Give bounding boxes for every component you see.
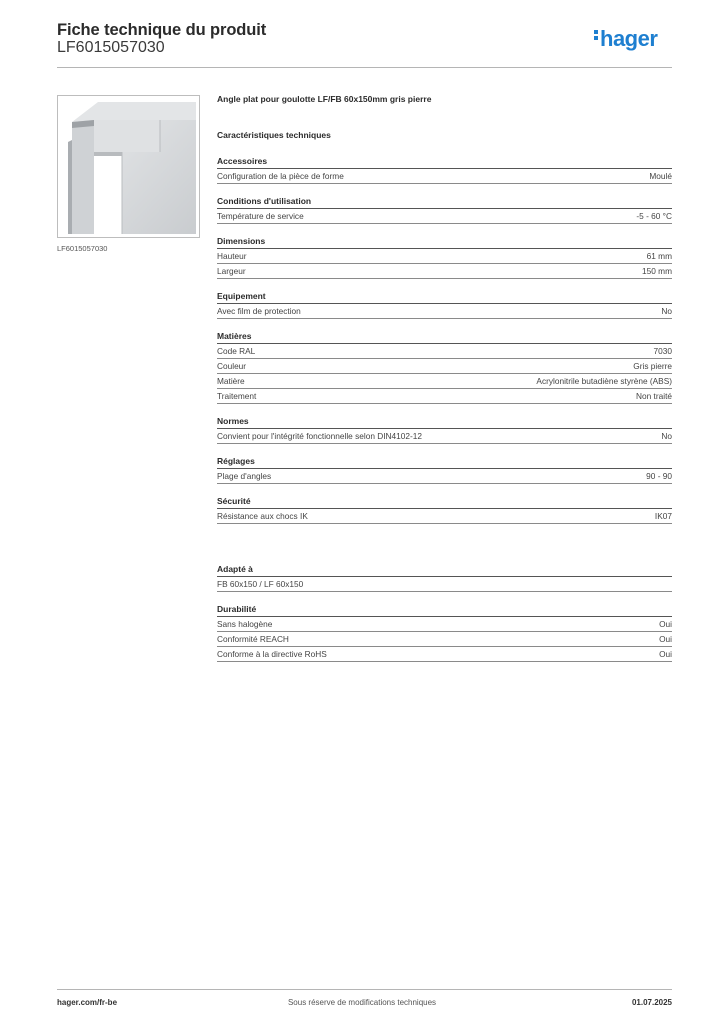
section-title: Normes — [217, 415, 672, 429]
section-title: Réglages — [217, 455, 672, 469]
footer-website: hager.com/fr-be — [57, 998, 118, 1007]
page-title: Fiche technique du produit — [57, 21, 267, 39]
spec-value: Non traité — [636, 391, 672, 401]
tech-heading: Caractéristiques techniques — [217, 130, 331, 140]
spec-label: Sans halogène — [217, 619, 273, 629]
spec-row — [217, 647, 672, 662]
spec-label: Traitement — [217, 391, 257, 401]
product-image — [57, 95, 200, 238]
spec-value: IK07 — [654, 511, 672, 521]
spec-label: Hauteur — [217, 251, 247, 261]
spec-section — [217, 495, 672, 524]
spec-section — [217, 603, 672, 662]
spec-section — [217, 195, 672, 224]
spec-label: Plage d'angles — [217, 471, 272, 481]
spec-row — [217, 469, 672, 484]
spec-row — [217, 617, 672, 632]
logo-dots-icon — [594, 28, 598, 42]
footer-date: 01.07.2025 — [631, 998, 672, 1007]
section-title: Dimensions — [217, 235, 672, 249]
spec-label: Température de service — [217, 211, 304, 221]
spec-row — [217, 344, 672, 359]
spec-label: FB 60x150 / LF 60x150 — [217, 579, 304, 589]
spec-sections-secondary — [217, 563, 672, 662]
spec-row — [217, 249, 672, 264]
product-description: Angle plat pour goulotte LF/FB 60x150mm gris pierre — [217, 94, 432, 104]
header-divider — [57, 67, 672, 68]
spec-value: 7030 — [653, 346, 672, 356]
section-title: Matières — [217, 330, 672, 344]
spec-row — [217, 429, 672, 444]
spec-value: 150 mm — [642, 266, 672, 276]
spec-section — [217, 290, 672, 319]
spec-label: Conforme à la directive RoHS — [217, 649, 327, 659]
logo-text: hager — [600, 26, 658, 51]
spec-row — [217, 374, 672, 389]
spec-section — [217, 455, 672, 484]
section-title: Equipement — [217, 290, 672, 304]
hager-logo — [594, 26, 657, 52]
spec-section — [217, 563, 672, 592]
spec-value: Moulé — [649, 171, 672, 181]
spec-value: Acrylonitrile butadiène styrène (ABS) — [536, 376, 672, 386]
footer-notice: Sous réserve de modifications techniques — [287, 998, 437, 1007]
spec-sections — [217, 155, 672, 524]
section-title: Sécurité — [217, 495, 672, 509]
spec-value: Gris pierre — [633, 361, 672, 371]
spec-label: Code RAL — [217, 346, 256, 356]
spec-label: Couleur — [217, 361, 247, 371]
spec-label: Largeur — [217, 266, 246, 276]
spec-section — [217, 415, 672, 444]
flat-angle-product-icon — [58, 96, 199, 237]
spec-value: Oui — [659, 619, 672, 629]
spec-section — [217, 330, 672, 404]
spec-section — [217, 155, 672, 184]
footer-divider — [57, 989, 672, 990]
section-title: Conditions d'utilisation — [217, 195, 672, 209]
section-title: Adapté à — [217, 563, 672, 577]
spec-row — [217, 632, 672, 647]
spec-label: Avec film de protection — [217, 306, 301, 316]
spec-value: -5 - 60 °C — [636, 211, 672, 221]
image-caption: LF6015057030 — [57, 244, 108, 253]
spec-label: Convient pour l'intégrité fonctionnelle selon DIN4102-12 — [217, 431, 422, 441]
spec-label: Configuration de la pièce de forme — [217, 171, 344, 181]
spec-row — [217, 359, 672, 374]
spec-row — [217, 169, 672, 184]
spec-value: No — [661, 306, 672, 316]
spec-value: No — [661, 431, 672, 441]
section-title: Durabilité — [217, 603, 672, 617]
spec-label: Conformité REACH — [217, 634, 289, 644]
spec-row — [217, 209, 672, 224]
spec-label: Résistance aux chocs IK — [217, 511, 308, 521]
spec-section — [217, 235, 672, 279]
spec-row — [217, 389, 672, 404]
spec-value: 61 mm — [646, 251, 672, 261]
spec-value: Oui — [659, 634, 672, 644]
product-reference: LF6015057030 — [57, 39, 165, 56]
section-title: Accessoires — [217, 155, 672, 169]
spec-content — [217, 94, 672, 662]
spec-value: Oui — [659, 649, 672, 659]
spec-row — [217, 509, 672, 524]
spec-value: 90 - 90 — [646, 471, 672, 481]
spec-row — [217, 577, 672, 592]
spec-row — [217, 264, 672, 279]
spec-label: Matière — [217, 376, 245, 386]
spec-row — [217, 304, 672, 319]
